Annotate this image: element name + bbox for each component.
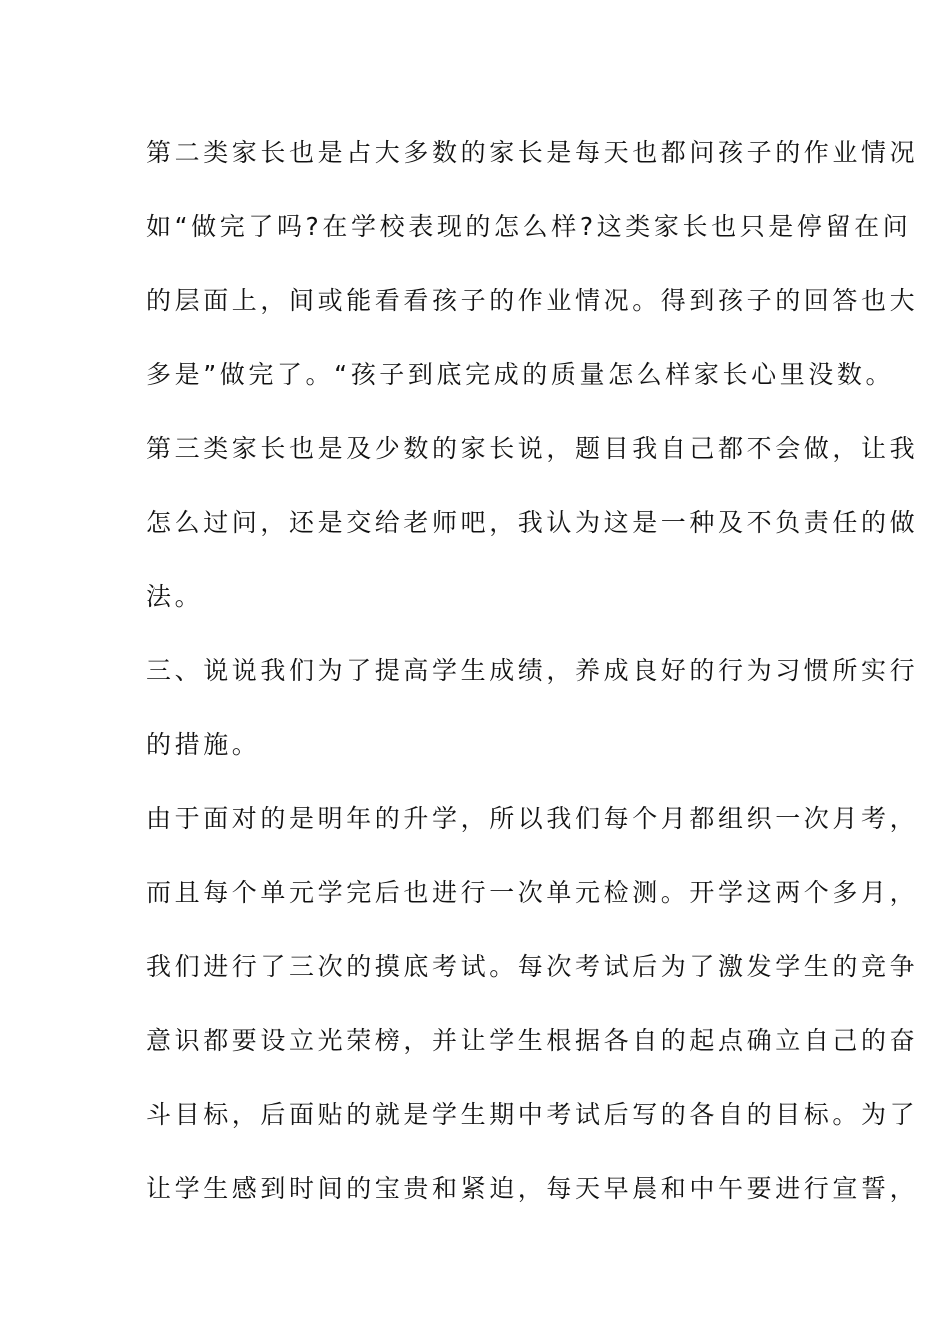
text-line: 由于面对的是明年的升学，所以我们每个月都组织一次月考，: [146, 804, 919, 833]
section-heading: 三、说说我们为了提高学生成绩，养成良好的行为习惯所实行: [146, 656, 919, 685]
text-line: 如“做完了吗?在学校表现的怎么样?这类家长也只是停留在问: [146, 212, 912, 241]
section-heading: 的措施。: [146, 730, 261, 759]
text-line: 而且每个单元学完后也进行一次单元检测。开学这两个多月，: [146, 878, 919, 907]
text-line: 法。: [146, 582, 204, 611]
text-line: 的层面上，间或能看看孩子的作业情况。得到孩子的回答也大: [146, 286, 919, 315]
text-line: 我们进行了三次的摸底考试。每次考试后为了激发学生的竞争: [146, 952, 919, 981]
text-line: 第二类家长也是占大多数的家长是每天也都问孩子的作业情况: [146, 138, 919, 167]
text-line: 意识都要设立光荣榜，并让学生根据各自的起点确立自己的奋: [146, 1026, 919, 1055]
text-line: 斗目标，后面贴的就是学生期中考试后写的各自的目标。为了: [146, 1100, 919, 1129]
text-line: 怎么过问，还是交给老师吧，我认为这是一种及不负责任的做: [146, 508, 919, 537]
text-line: 第三类家长也是及少数的家长说，题目我自己都不会做，让我: [146, 434, 919, 463]
text-line: 多是”做完了。“孩子到底完成的质量怎么样家长心里没数。: [146, 360, 895, 389]
text-line: 让学生感到时间的宝贵和紧迫，每天早晨和中午要进行宣誓，: [146, 1174, 919, 1203]
